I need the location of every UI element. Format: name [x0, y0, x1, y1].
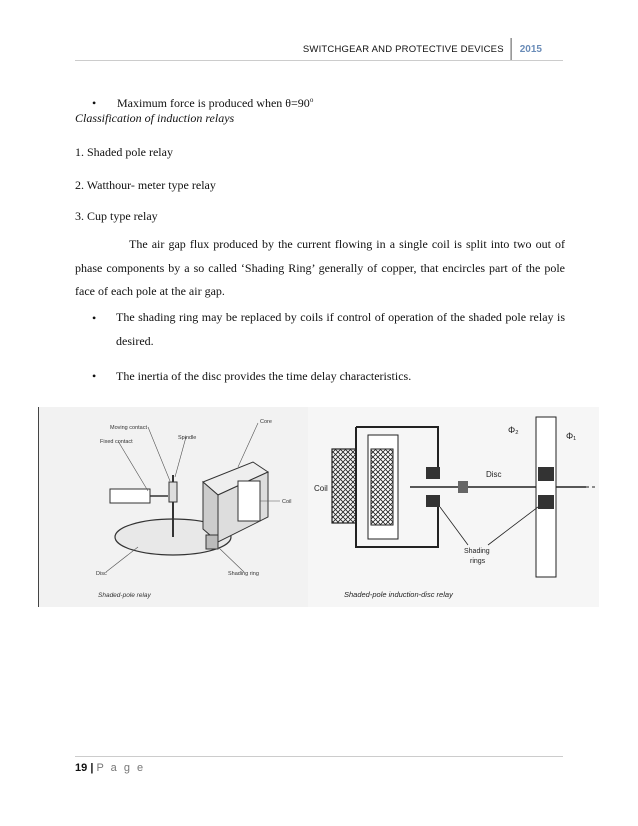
relay-figure: [38, 407, 599, 607]
moving-contact-shape: [169, 482, 177, 502]
coil-winding-shape: [332, 449, 356, 523]
footer-separator: |: [90, 762, 94, 774]
header-year: 2015: [519, 43, 542, 55]
footer-rule: [75, 756, 563, 757]
page-footer: [75, 762, 145, 774]
caption-right: Shaded-pole induction-disc relay: [344, 590, 453, 599]
right-shading-upper: [538, 467, 554, 481]
bullet-text: Maximum force is produced when θ=90: [117, 96, 310, 110]
section-heading: Classification of induction relays: [75, 111, 235, 125]
label-coil: Coil: [282, 499, 292, 505]
bullet-marker: •: [92, 369, 97, 383]
label-fixed-contact: Fixed contact: [100, 439, 133, 445]
label-shading-ring: Shading ring: [228, 571, 259, 577]
coil-shape: [238, 481, 260, 521]
shading-ring-upper: [426, 467, 440, 479]
paragraph-text: The air gap flux produced by the current flowing in a single coil is split into two out of phase components by a so called ‘Shading Ring’ generally of copper, that encircles part of the pole face of each pole at the air gap.: [75, 237, 565, 298]
label-core: Core: [260, 419, 272, 425]
bullet-text: The shading ring may be replaced by coils if control of operation of the shaded pole relay is desired.: [116, 310, 565, 348]
fixed-contact-shape: [110, 489, 150, 503]
relay-diagram: [38, 407, 599, 607]
caption-left: Shaded-pole relay: [98, 592, 151, 599]
shading-ring-shape: [206, 535, 218, 549]
bullet-marker: •: [92, 96, 97, 110]
label-shading-rings-2: rings: [470, 558, 486, 565]
label-spindle: Spindle: [178, 435, 197, 441]
label-phi1: Φ₁: [566, 431, 577, 441]
page-label: P a g e: [96, 762, 146, 774]
inner-winding-shape: [371, 449, 393, 525]
disc-hub: [458, 481, 468, 493]
list-item: 2. Watthour- meter type relay: [75, 178, 216, 192]
label-coil-right: Coil: [314, 484, 328, 493]
label-shading-rings-1: Shading: [464, 548, 490, 555]
label-phi2: Φ₂: [508, 425, 519, 435]
header-title: SWITCHGEAR AND PROTECTIVE DEVICES: [302, 43, 504, 55]
right-shading-lower: [538, 495, 554, 509]
shading-ring-lower: [426, 495, 440, 507]
header-rule: [75, 60, 563, 61]
body-paragraph: [75, 233, 565, 304]
label-moving-contact: Moving contact: [110, 425, 147, 431]
page-number: 19: [75, 762, 88, 774]
list-item: 3. Cup type relay: [75, 209, 158, 223]
list-item: 1. Shaded pole relay: [75, 145, 173, 159]
label-disc-right: Disc: [486, 470, 502, 479]
bullet-marker: •: [92, 311, 97, 325]
degree-superscript: o: [309, 96, 314, 104]
page-header: [303, 38, 542, 60]
label-disc: Disc: [96, 571, 107, 577]
bullet-text: The inertia of the disc provides the time delay characteristics.: [116, 369, 412, 383]
